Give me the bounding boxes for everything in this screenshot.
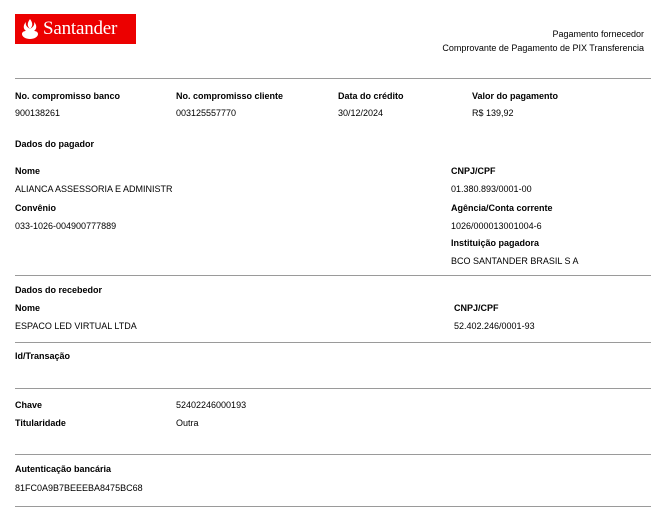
valor-label: Valor do pagamento	[472, 91, 559, 101]
pagador-agencia-value: 1026/000013001004-6	[451, 221, 542, 231]
pagador-cnpj-label: CNPJ/CPF	[451, 166, 496, 176]
recebedor-cnpj-label: CNPJ/CPF	[454, 303, 499, 313]
recebedor-cnpj-value: 52.402.246/0001-93	[454, 321, 535, 331]
autenticacao-value: 81FC0A9B7BEEEBA8475BC68	[15, 483, 143, 493]
santander-logo	[15, 14, 136, 44]
flame-icon	[21, 18, 39, 40]
pagador-cnpj-value: 01.380.893/0001-00	[451, 184, 532, 194]
pagador-section-title: Dados do pagador	[15, 139, 95, 149]
pagador-nome-value: ALIANCA ASSESSORIA E ADMINISTR	[15, 184, 173, 194]
pagador-convenio-label: Convênio	[15, 203, 57, 213]
header-subtitle: Comprovante de Pagamento de PIX Transferencia	[442, 43, 644, 53]
valor-value: R$ 139,92	[472, 108, 514, 118]
pagador-convenio-value: 033-1026-004900777889	[15, 221, 117, 231]
pagador-nome-label: Nome	[15, 166, 41, 176]
data-credito-label: Data do crédito	[338, 91, 404, 101]
pagador-instituicao-label: Instituição pagadora	[451, 238, 540, 248]
recebedor-nome-label: Nome	[15, 303, 41, 313]
transacao-label: Id/Transação	[15, 351, 71, 361]
divider	[15, 454, 651, 455]
titularidade-value: Outra	[176, 418, 199, 428]
recebedor-section-title: Dados do recebedor	[15, 285, 103, 295]
divider	[15, 342, 651, 343]
recebedor-nome-value: ESPACO LED VIRTUAL LTDA	[15, 321, 137, 331]
compromisso-cliente-value: 003125557770	[176, 108, 237, 118]
titularidade-label: Titularidade	[15, 418, 66, 428]
header-title: Pagamento fornecedor	[552, 29, 644, 39]
chave-label: Chave	[15, 400, 43, 410]
divider	[15, 78, 651, 79]
chave-value: 52402246000193	[176, 400, 247, 410]
divider	[15, 506, 651, 507]
autenticacao-label: Autenticação bancária	[15, 464, 112, 474]
divider	[15, 388, 651, 389]
brand-name: Santander	[43, 18, 118, 39]
pagador-instituicao-value: BCO SANTANDER BRASIL S A	[451, 256, 579, 266]
divider	[15, 275, 651, 276]
data-credito-value: 30/12/2024	[338, 108, 384, 118]
compromisso-cliente-label: No. compromisso cliente	[176, 91, 284, 101]
compromisso-banco-value: 900138261	[15, 108, 61, 118]
compromisso-banco-label: No. compromisso banco	[15, 91, 121, 101]
pagador-agencia-label: Agência/Conta corrente	[451, 203, 553, 213]
